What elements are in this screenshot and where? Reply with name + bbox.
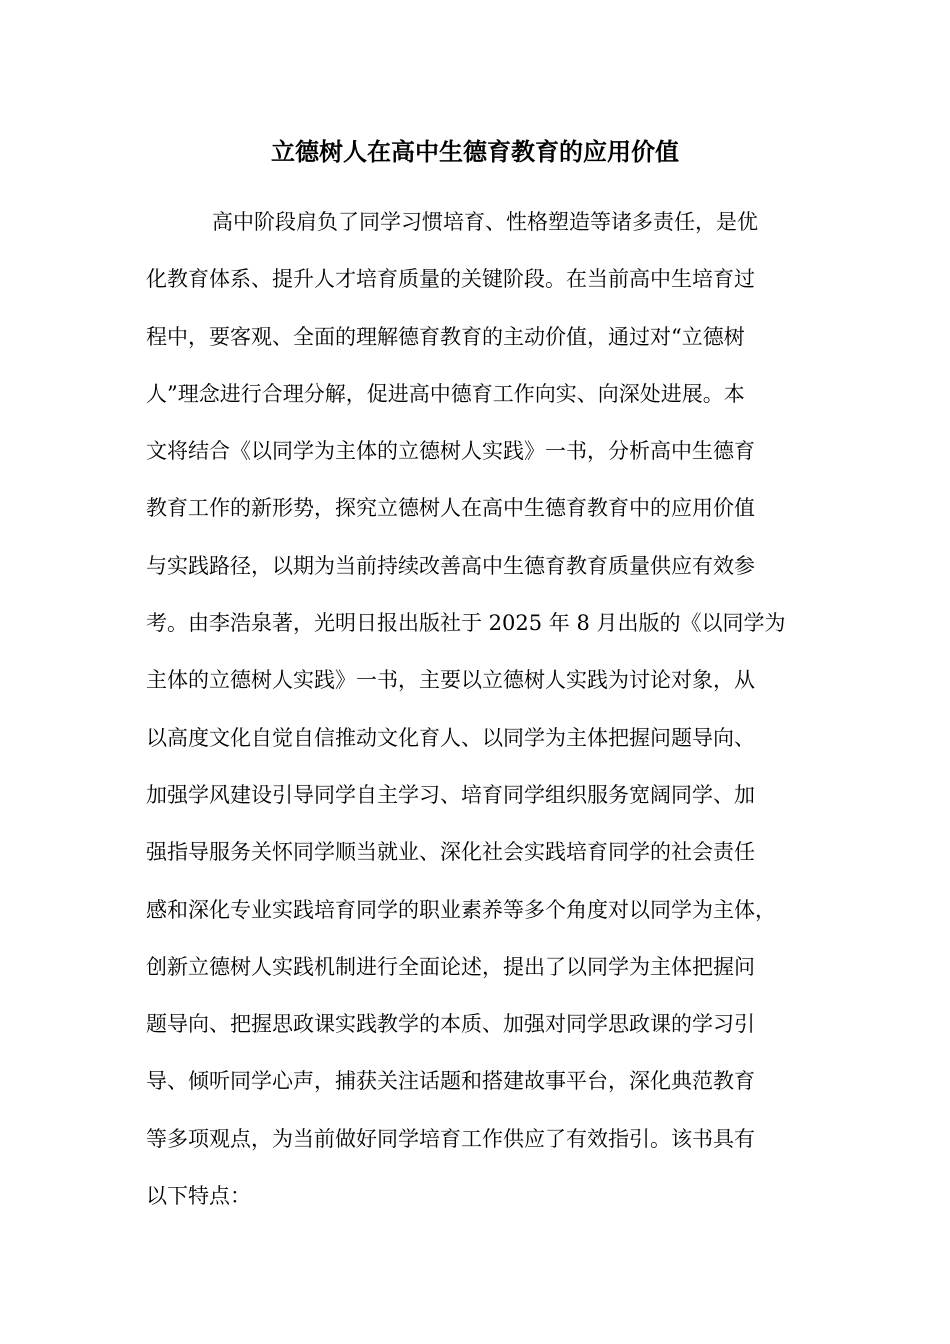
paragraph-line: 高中阶段肩负了同学习惯培育、性格塑造等诸多责任，是优 [212,210,758,234]
paragraph-line: 创新立德树人实践机制进行全面论述，提出了以同学为主体把握问 [146,954,755,979]
paragraph-line: 人”理念进行合理分解，促进高中德育工作向实、向深处进展。本 [146,381,745,406]
paragraph-line: 导、倾听同学心声，捕获关注话题和搭建故事平台，深化典范教育 [146,1069,755,1094]
paragraph-line: 以高度文化自觉自信推动文化育人、以同学为主体把握问题导向、 [146,725,755,750]
paragraph-line: 考。由李浩泉著，光明日报出版社于 2025 年 8 月出版的《以同学为 [146,611,786,636]
paragraph-line: 与实践路径，以期为当前持续改善高中生德育教育质量供应有效参 [146,553,755,578]
paragraph-line: 化教育体系、提升人才培育质量的关键阶段。在当前高中生培育过 [146,267,755,292]
paragraph-line: 程中，要客观、全面的理解德育教育的主动价值，通过对“立德树 [146,324,745,349]
paragraph-line: 等多项观点，为当前做好同学培育工作供应了有效指引。该书具有 [146,1126,755,1151]
paragraph-line: 主体的立德树人实践》一书，主要以立德树人实践为讨论对象，从 [146,668,755,693]
paragraph-line: 以下特点： [146,1184,251,1209]
paragraph-line: 感和深化专业实践培育同学的职业素养等多个角度对以同学为主体， [146,897,776,922]
paragraph-line: 文将结合《以同学为主体的立德树人实践》一书，分析高中生德育 [146,439,755,464]
paragraph-line: 教育工作的新形势，探究立德树人在高中生德育教育中的应用价值 [146,496,755,521]
paragraph-line: 加强学风建设引导同学自主学习、培育同学组织服务宽阔同学、加 [146,782,755,807]
body-paragraph [146,203,826,1234]
document-title: 立德树人在高中生德育教育的应用价值 [271,137,679,166]
paragraph-line: 题导向、把握思政课实践教学的本质、加强对同学思政课的学习引 [146,1012,755,1037]
paragraph-line: 强指导服务关怀同学顺当就业、深化社会实践培育同学的社会责任 [146,840,755,865]
